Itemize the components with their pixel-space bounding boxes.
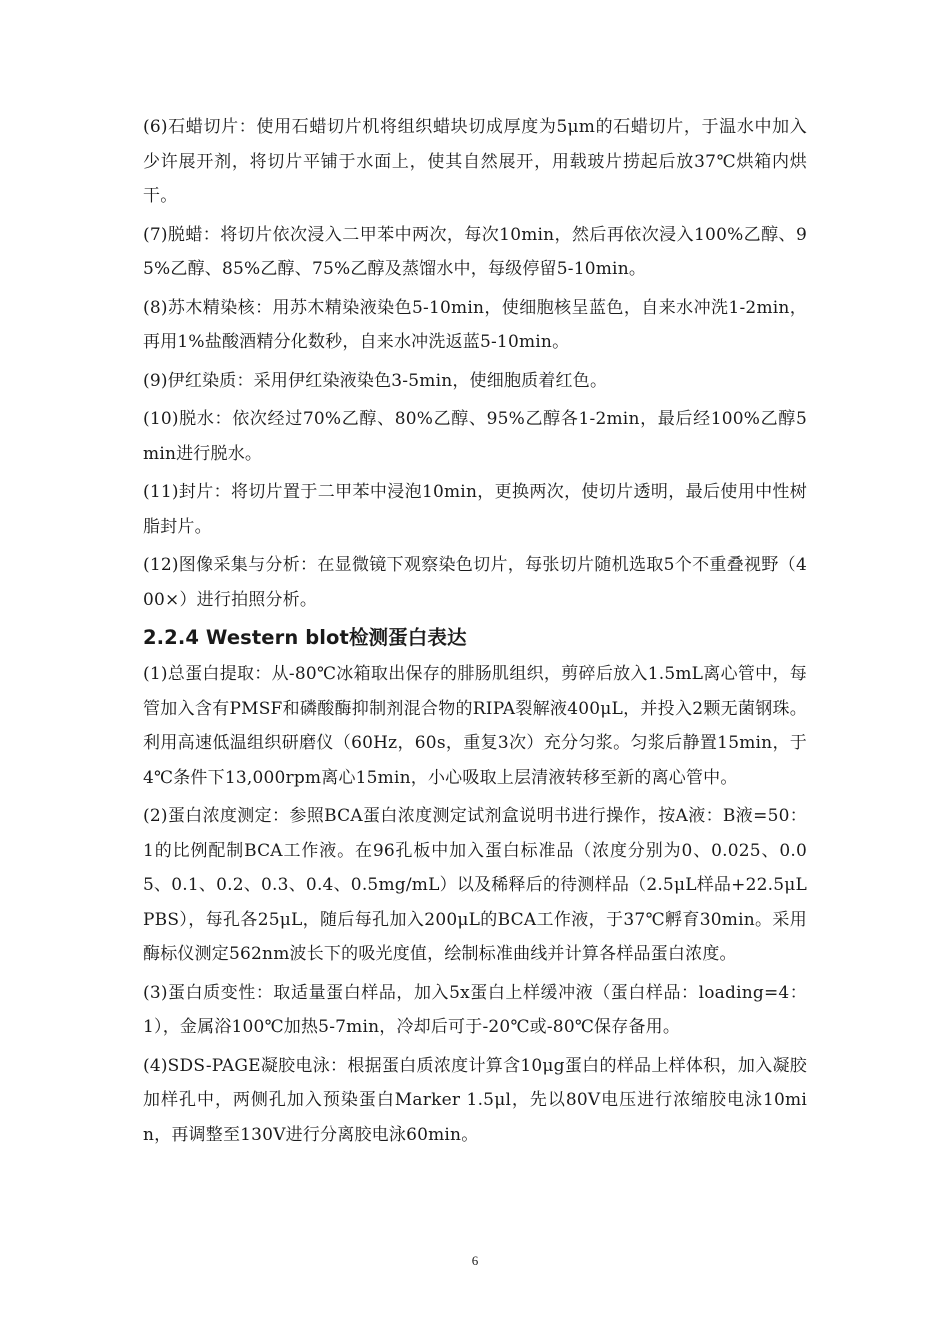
step-dehydration: (10)脱水：依次经过70%乙醇、80%乙醇、95%乙醇各1-2min，最后经100%乙醇5min进行脱水。 <box>143 409 807 464</box>
page-body <box>143 110 807 1156</box>
step-eosin-staining: (9)伊红染质：采用伊红染液染色3-5min，使细胞质着红色。 <box>143 370 608 391</box>
section-heading: 2.2.4 Western blot检测蛋白表达 <box>143 626 467 649</box>
step-hematoxylin-staining: (8)苏木精染核：用苏木精染液染色5-10min，使细胞核呈蓝色，自来水冲洗1-2min，再用1%盐酸酒精分化数秒，自来水冲洗返蓝5-10min。 <box>143 297 807 352</box>
step-mounting: (11)封片：将切片置于二甲苯中浸泡10min，更换两次，使切片透明，最后使用中性树脂封片。 <box>143 482 807 537</box>
step-paraffin-sectioning: (6)石蜡切片：使用石蜡切片机将组织蜡块切成厚度为5μm的石蜡切片，于温水中加入少许展开剂，将切片平铺于水面上，使其自然展开，用载玻片捞起后放37℃烘箱内烘干。 <box>143 117 807 206</box>
step-sds-page: (4)SDS-PAGE凝胶电泳：根据蛋白质浓度计算含10μg蛋白的样品上样体积，加入凝胶加样孔中，两侧孔加入预染蛋白Marker 1.5μl，先以80V电压进行浓缩胶电泳10min，再调整至130V进行分离胶电泳60min。 <box>143 1055 807 1145</box>
step-protein-extraction: (1)总蛋白提取：从-80℃冰箱取出保存的腓肠肌组织，剪碎后放入1.5mL离心管中，每管加入含有PMSF和磷酸酶抑制剂混合物的RIPA裂解液400μL，并投入2颗无菌钢珠。利用高速低温组织研磨仪（60Hz，60s，重复3次）充分匀浆。匀浆后静置15min，于4℃条件下13,000rpm离心15min，小心吸取上层清液转移至新的离心管中。 <box>143 664 807 788</box>
step-image-analysis: (12)图像采集与分析：在显微镜下观察染色切片，每张切片随机选取5个不重叠视野（400×）进行拍照分析。 <box>143 555 807 610</box>
step-dewaxing: (7)脱蜡：将切片依次浸入二甲苯中两次，每次10min，然后再依次浸入100%乙醇、95%乙醇、85%乙醇、75%乙醇及蒸馏水中，每级停留5-10min。 <box>143 224 807 279</box>
page-number: 6 <box>471 1253 479 1268</box>
step-protein-concentration: (2)蛋白浓度测定：参照BCA蛋白浓度测定试剂盒说明书进行操作，按A液：B液=50：1的比例配制BCA工作液。在96孔板中加入蛋白标准品（浓度分别为0、0.025、0.05、0.1、0.2、0.3、0.4、0.5mg/mL）以及稀释后的待测样品（2.5μL样品+22.5μL PBS），每孔各25μL，随后每孔加入200μL的BCA工作液，于37℃孵育30min。采用酶标仪测定562nm波长下的吸光度值，绘制标准曲线并计算各样品蛋白浓度。 <box>143 806 807 964</box>
step-protein-denaturation: (3)蛋白质变性：取适量蛋白样品，加入5x蛋白上样缓冲液（蛋白样品：loading=4：1），金属浴100℃加热5-7min，冷却后可于-20℃或-80℃保存备用。 <box>143 982 807 1037</box>
